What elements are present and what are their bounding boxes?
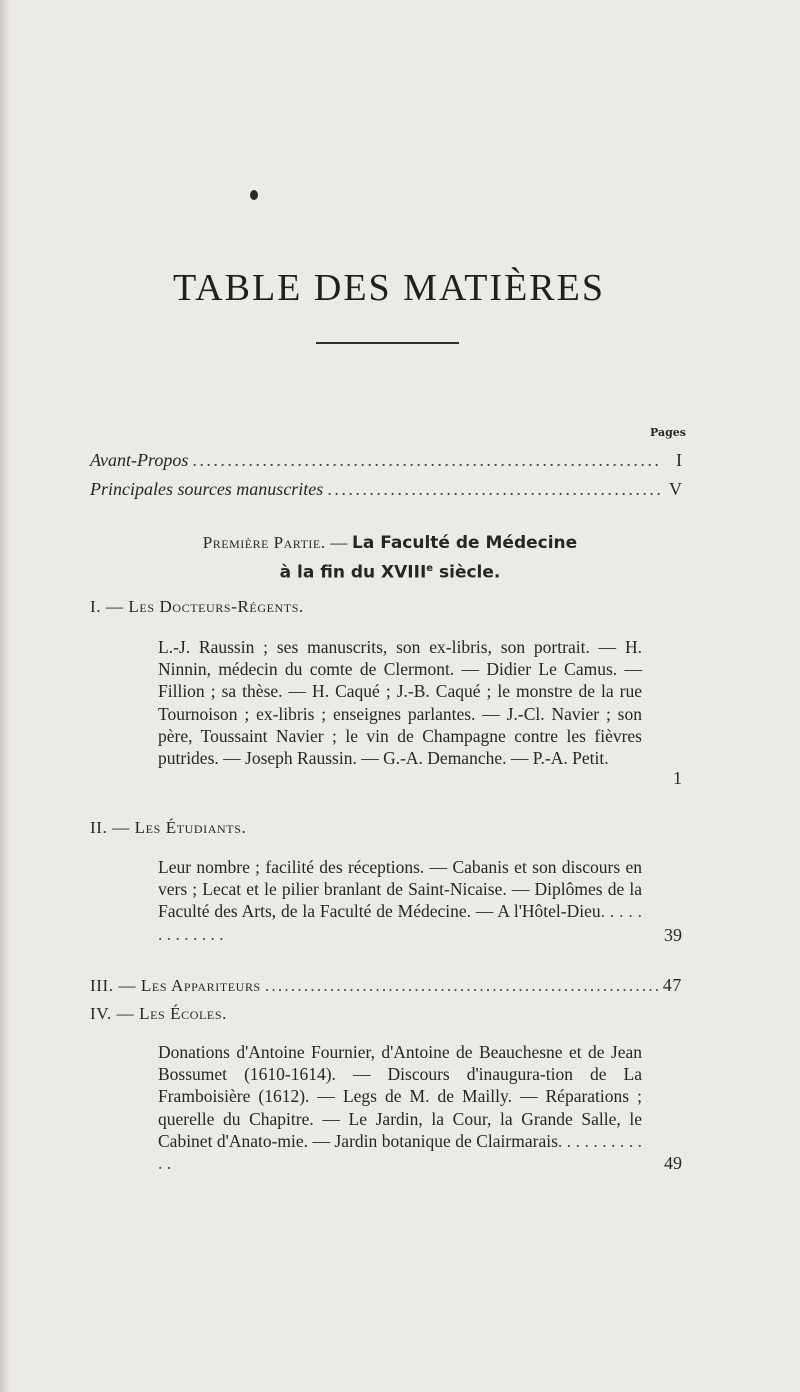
section-heading-1[interactable]: I. — Les Docteurs-Régents.	[90, 597, 304, 616]
section-heading-2[interactable]: II. — Les Étudiants.	[90, 818, 247, 837]
toc-entry-avant-propos[interactable]	[90, 450, 682, 471]
toc-entry-page: I	[676, 450, 682, 470]
part-title-line2-end: siècle.	[433, 562, 501, 583]
section-row-3[interactable]	[90, 975, 682, 996]
section-page-4: 49	[664, 1153, 682, 1173]
section-page-2: 39	[664, 925, 682, 945]
section-page-3: 47	[662, 975, 682, 995]
section-text-2	[158, 856, 642, 945]
part-heading	[130, 530, 650, 586]
page-title: TABLE DES MATIÈRES	[173, 267, 605, 309]
section-heading-3: III. — Les Appariteurs	[90, 976, 261, 995]
dot-leader: . . . . . . . . . . . . .	[158, 901, 642, 944]
section-page-1: 1	[673, 768, 682, 788]
part-title-line2: à la fin du XVIII	[279, 562, 427, 583]
part-lead: Première Partie. —	[202, 533, 348, 552]
toc-entry-label: Principales sources manuscrites	[90, 479, 324, 499]
part-title-sup: e	[426, 563, 434, 574]
title-rule	[316, 342, 459, 344]
dot-leader: . . . . . . . . . . . .	[158, 1130, 642, 1174]
pages-column-label: Pages	[650, 426, 686, 439]
dot-leader	[265, 976, 659, 996]
section-text-4	[158, 1041, 642, 1174]
dot-leader	[327, 479, 664, 500]
section-heading-4[interactable]: IV. — Les Écoles.	[90, 1004, 227, 1023]
ink-dot	[250, 190, 258, 200]
part-title-line1: La Faculté de Médecine	[351, 533, 578, 553]
page-spine-shadow	[0, 0, 10, 1392]
section-text-2-body: Leur nombre ; facilité des réceptions. — Cabanis et son discours en vers ; Lecat et le pilier branlant de Saint-Nicaise. — Diplômes de la Faculté des Arts, de la Faculté de Médecine. — A l'Hôtel-Dieu	[158, 857, 642, 922]
section-text-1: L.-J. Raussin ; ses manuscrits, son ex-libris, son portrait. — H. Ninnin, médecin du comte de Clermont. — Didier Le Camus. — Fillion ; sa thèse. — H. Caqué ; J.-B. Caqué ; le monstre de la rue Tournoison ; ex-libris ; enseignes parlantes. — J.-Cl. Navier ; son père, Toussaint Navier ; le vin de Champagne contre les fièvres putrides. — Joseph Raussin. — G.-A. Demanche. — P.-A. Petit.	[158, 637, 642, 769]
section-text-4-body: Donations d'Antoine Fournier, d'Antoine de Beauchesne et de Jean Bossumet (1610-1614). — Discours d'inaugura-tion de La Framboisière (1612). — Legs de M. de Mailly. — Réparations ; querelle du Chapitre. — Le Jardin, la Cour, la Grande Salle, le Cabinet d'Anato-mie. — Jardin botanique de Clairmarais	[158, 1042, 642, 1151]
toc-entry-label: Avant-Propos	[90, 450, 189, 470]
dot-leader	[192, 450, 664, 471]
toc-entry-page: V	[669, 479, 682, 499]
toc-entry-sources[interactable]	[90, 479, 682, 500]
